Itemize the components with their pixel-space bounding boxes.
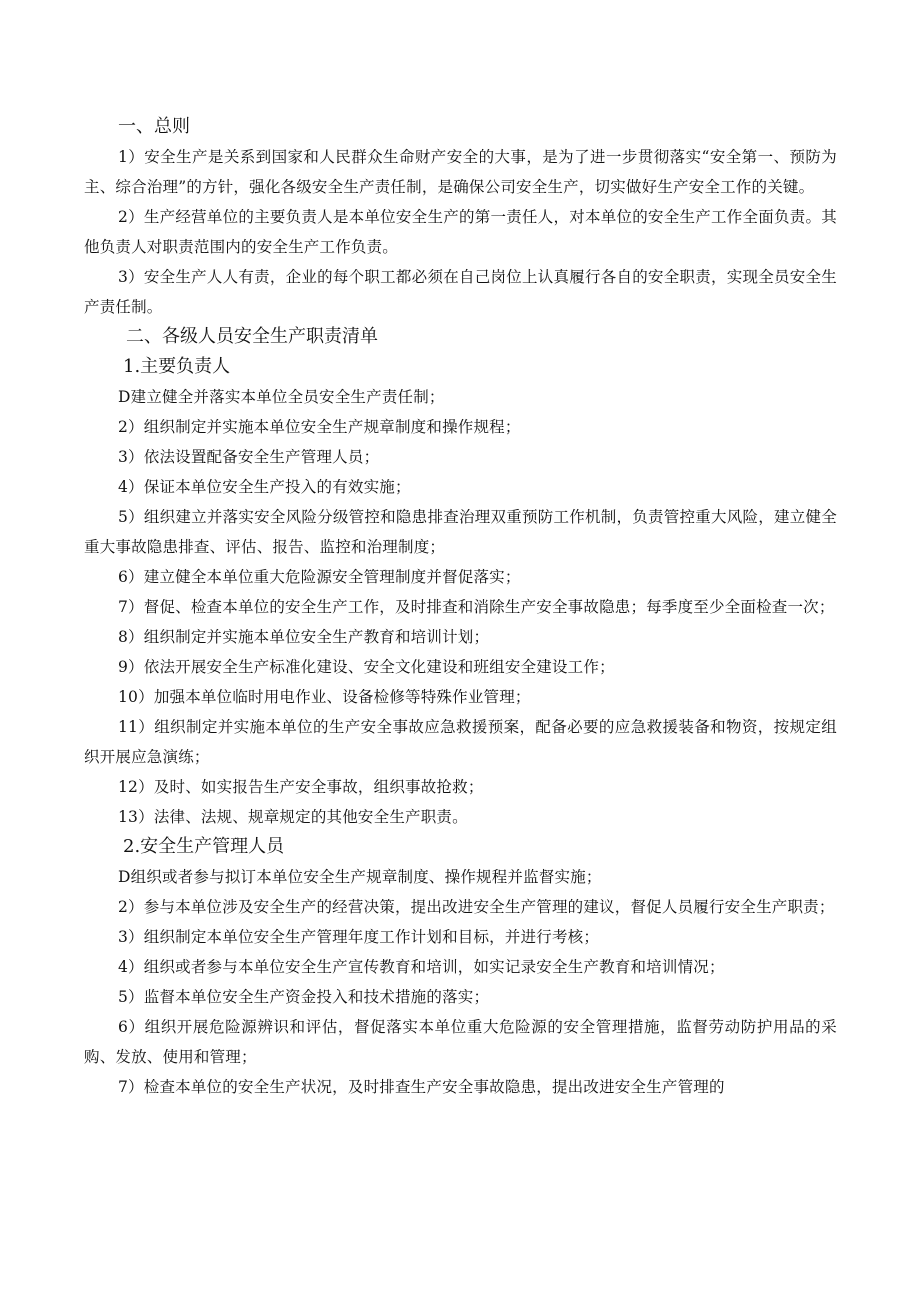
subsection-1-heading: 1.主要负责人 <box>123 356 231 377</box>
principal-duty-4: 4）保证本单位安全生产投入的有效实施； <box>118 478 411 496</box>
section-2-heading: 二、各级人员安全生产职责清单 <box>126 326 378 347</box>
principal-duty-3: 3）依法设置配备安全生产管理人员； <box>118 448 380 466</box>
safety-manager-duty-1: D组织或者参与拟订本单位安全生产规章制度、操作规程并监督实施； <box>118 868 602 886</box>
principal-duty-2: 2）组织制定并实施本单位安全生产规章制度和操作规程； <box>118 418 521 436</box>
safety-manager-duty-3: 3）组织制定本单位安全生产管理年度工作计划和目标，并进行考核； <box>118 928 600 946</box>
general-paragraph-2: 2）生产经营单位的主要负责人是本单位安全生产的第一责任人，对本单位的安全生产工作全面负责。其他负责人对职责范围内的安全生产工作负责。 <box>84 208 837 256</box>
principal-duty-7: 7）督促、检查本单位的安全生产工作，及时排查和消除生产安全事故隐患；每季度至少全面检查一次； <box>118 598 835 616</box>
principal-duty-8: 8）组织制定并实施本单位安全生产教育和培训计划； <box>118 628 490 646</box>
principal-duty-11: 11）组织制定并实施本单位的生产安全事故应急救援预案，配备必要的应急救援装备和物资，按规定组织开展应急演练； <box>84 718 837 766</box>
principal-duty-10: 10）加强本单位临时用电作业、设备检修等特殊作业管理； <box>118 688 531 706</box>
principal-duty-13: 13）法律、法规、规章规定的其他安全生产职责。 <box>118 808 468 826</box>
principal-duty-12: 12）及时、如实报告生产安全事故，组织事故抢救； <box>118 778 484 796</box>
general-paragraph-1: 1）安全生产是关系到国家和人民群众生命财产安全的大事，是为了进一步贯彻落实“安全第一、预防为主、综合治理”的方针，强化各级安全生产责任制，是确保公司安全生产，切实做好生产安全工作的关键。 <box>84 148 837 196</box>
safety-manager-duty-2: 2）参与本单位涉及安全生产的经营决策，提出改进安全生产管理的建议，督促人员履行安全生产职责； <box>118 898 835 916</box>
principal-duty-5: 5）组织建立并落实安全风险分级管控和隐患排查治理双重预防工作机制，负责管控重大风险，建立健全重大事故隐患排查、评估、报告、监控和治理制度； <box>84 508 837 556</box>
section-1-heading: 一、总则 <box>118 116 190 137</box>
document-body <box>84 112 837 1102</box>
general-paragraph-3: 3）安全生产人人有责，企业的每个职工都必须在自己岗位上认真履行各自的安全职责，实现全员安全生产责任制。 <box>84 268 837 316</box>
safety-manager-duty-5: 5）监督本单位安全生产资金投入和技术措施的落实； <box>118 988 490 1006</box>
principal-duty-6: 6）建立健全本单位重大危险源安全管理制度并督促落实； <box>118 568 521 586</box>
principal-duty-1: D建立健全并落实本单位全员安全生产责任制； <box>118 388 445 406</box>
safety-manager-duty-7: 7）检查本单位的安全生产状况，及时排查生产安全事故隐患，提出改进安全生产管理的 <box>118 1078 725 1096</box>
safety-manager-duty-6: 6）组织开展危险源辨识和评估，督促落实本单位重大危险源的安全管理措施，监督劳动防护用品的采购、发放、使用和管理； <box>84 1018 837 1066</box>
safety-manager-duty-4: 4）组织或者参与本单位安全生产宣传教育和培训，如实记录安全生产教育和培训情况； <box>118 958 725 976</box>
subsection-2-heading: 2.安全生产管理人员 <box>123 836 285 857</box>
principal-duty-9: 9）依法开展安全生产标准化建设、安全文化建设和班组安全建设工作； <box>118 658 615 676</box>
